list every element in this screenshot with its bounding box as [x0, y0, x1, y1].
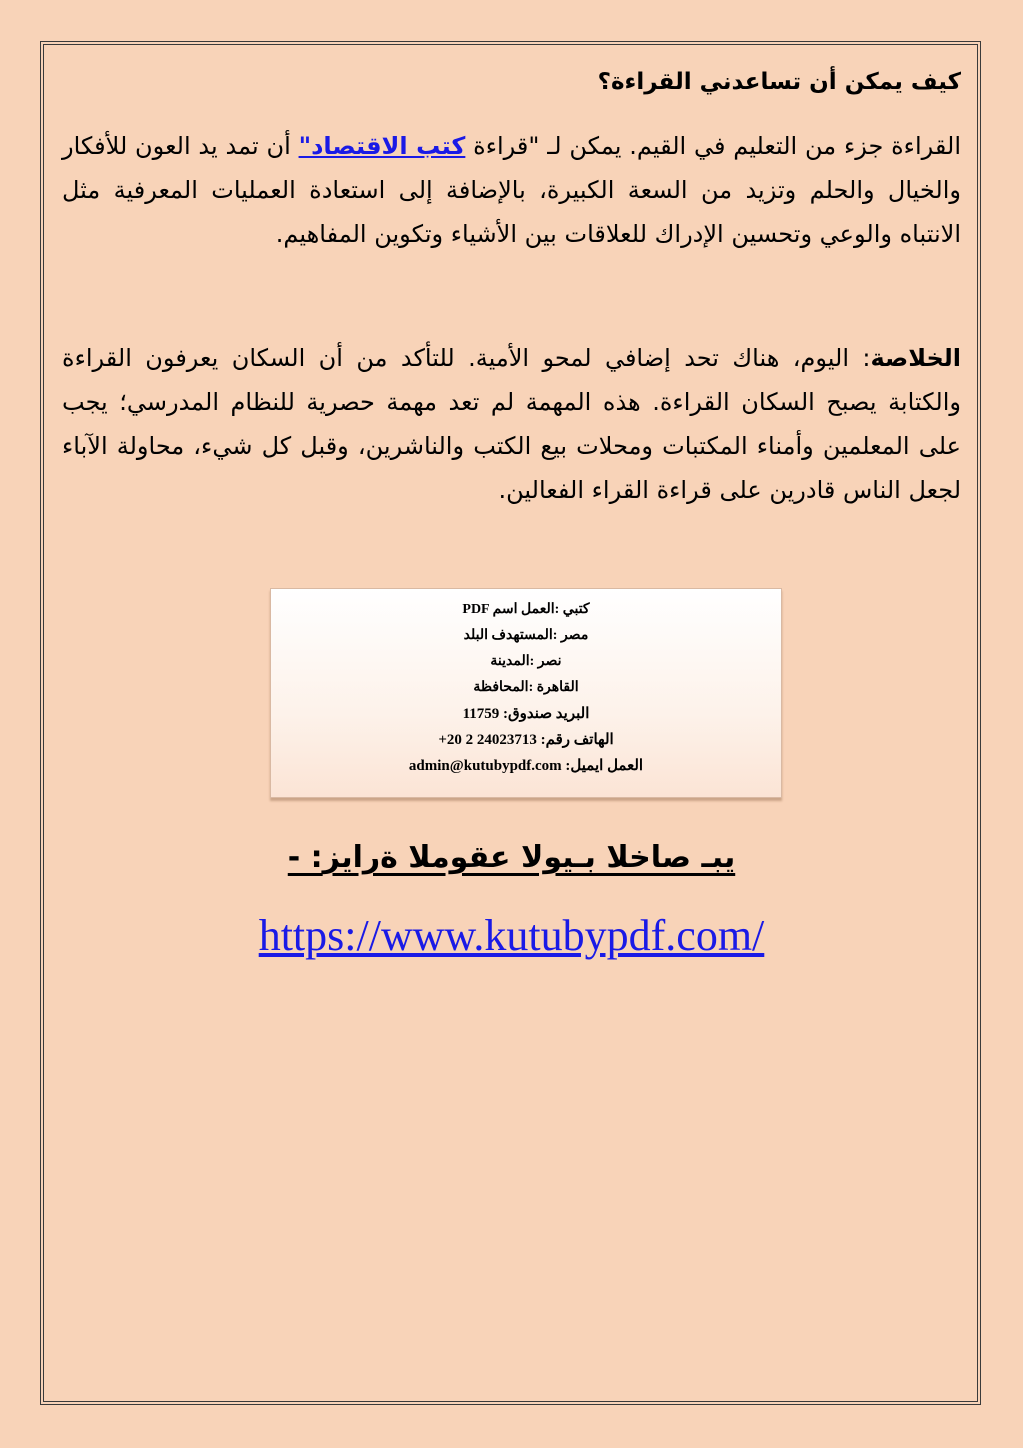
card-governorate: القاهرة :المحافظة: [473, 680, 579, 695]
conclusion-label: الخلاصة: [870, 344, 961, 372]
contact-card: [270, 588, 782, 798]
intro-text-end: أن تمد يد العون للأفكار والخيال والحلم وتزيد من السعة الكبيرة، بالإضافة إلى استعادة العمليات المعرفية مثل الانتباه والوعي وتحسين الإدراك للعلاقات بين الأشياء وتكوين المفاهيم.: [62, 132, 961, 248]
conclusion-paragraph: [62, 336, 961, 512]
conclusion-text: : اليوم، هناك تحد إضافي لمحو الأمية. للتأكد من أن السكان يعرفون القراءة والكتابة يصبح السكان القراءة. هذه المهمة لم تعد مهمة حصرية للنظام المدرسي؛ يجب على المعلمين وأمناء المكتبات ومحلات بيع الكتب والناشرين، وقبل كل شيء، محاولة الآباء لجعل الناس قادرين على قراءة القراء الفعالين.: [62, 344, 961, 504]
economics-books-link[interactable]: كتب الاقتصاد": [298, 132, 466, 160]
website-link[interactable]: https://www.kutubypdf.com/: [258, 911, 765, 960]
intro-text-start: القراءة جزء من التعليم في القيم. يمكن لـ "قراءة: [465, 132, 961, 160]
card-phone: +20 2 24023713 :الهاتف رقم: [438, 732, 614, 748]
section-heading: كيف يمكن أن تساعدني القراءة؟: [597, 69, 961, 95]
card-po-box: 11759 :البريد صندوق: [462, 706, 590, 722]
visit-website-heading: [0, 836, 1023, 880]
intro-paragraph: [62, 124, 961, 256]
visit-website-text: - :يبـ صاخلا بـيولا عقوملا ةرايز: [287, 840, 736, 875]
card-email: admin@kutubypdf.com :العمل ايميل: [408, 758, 644, 774]
card-country: مصر :المستهدف البلد: [463, 628, 589, 643]
card-city: نصر :المدينة: [490, 654, 562, 669]
card-work-name: PDF كتبي :العمل اسم: [462, 602, 590, 617]
